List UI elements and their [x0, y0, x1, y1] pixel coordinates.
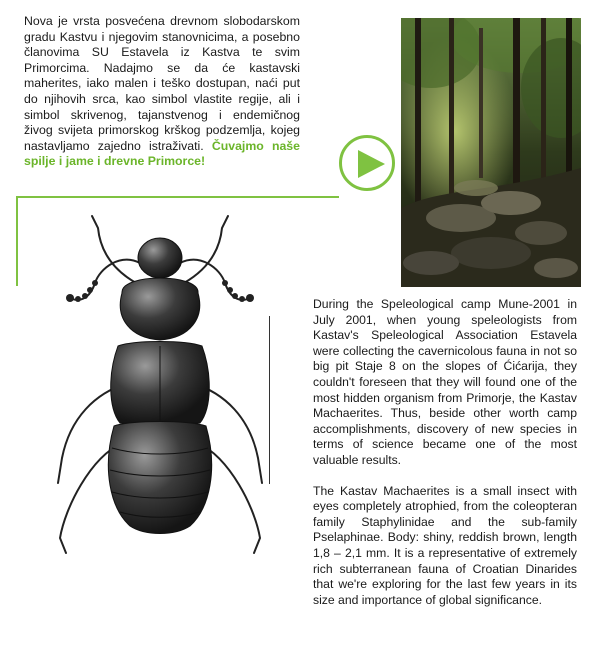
english-text: [313, 297, 577, 623]
intro-body: Nova je vrsta posvećena drevnom slobodarskom gradu Kastvu i njegovim stanovnicima, a posebno članovima SU Estavela iz Kastva te svim Primorcima. Nadajmo se da će kastavski maherites, iako malen i teško dostupan, naći put do njihovih srca, kao simbol vlastite regije, ali i simbol skrivenog, tajanstvenog i endemičnog živog svijeta primorskog krškog podzemlja, kojeg nastavljamo zajedno istraživati.: [24, 14, 300, 153]
beetle-illustration: [40, 208, 280, 628]
connector-line-vertical: [16, 196, 18, 286]
intro-text: [24, 14, 300, 170]
play-button[interactable]: [339, 135, 395, 191]
english-paragraph-1: During the Speleological camp Mune-2001 in July 2001, when young speleologists from Kastav's Speleological Association Estavela were collecting the cavernicolous fauna in not so big pit Staje 8 on the slopes of Ćićarija, they couldn't foreseen that they will found one of the most hidden organism from Primorje, the Kastav Machaerites. Thus, beside other worth camp accomplishments, discovery of new species in terms of science became one of the most valuable results.: [313, 297, 577, 467]
forest-photo: [401, 18, 581, 287]
connector-line-horizontal: [16, 196, 339, 198]
play-arrow-icon: [355, 148, 387, 180]
intro-highlight: Čuvajmo naše spilje i jame i drevne Primorce!: [24, 138, 300, 169]
forest-photo-drawing: [401, 18, 581, 287]
beetle-drawing: [40, 208, 280, 628]
english-paragraph-2: The Kastav Machaerites is a small insect with eyes completely atrophied, from the coleopteran family Staphylinidae and the sub-family Pselaphinae. Body: shiny, reddish brown, length 1,8 – 2,1 mm. It is a representative of extremely rich subterranean fauna of Croatian Dinarides that we're exploring for the last few years in its size and importance of global significance.: [313, 483, 577, 607]
